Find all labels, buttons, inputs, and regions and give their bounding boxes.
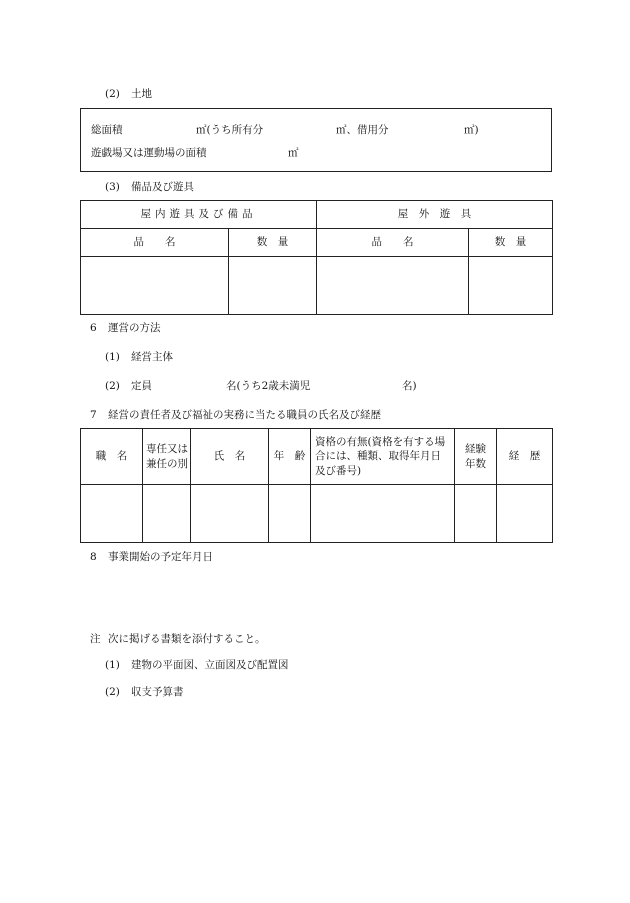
total-area-unit: ㎡(うち所有分 (196, 124, 264, 136)
experience-years-header: 経験年数 (455, 429, 497, 485)
career-header: 経 歴 (497, 429, 553, 485)
career-cell[interactable] (497, 485, 553, 543)
equipment-table (80, 200, 553, 315)
section-land-heading: (2) 土地 (105, 88, 152, 100)
name-cell[interactable] (191, 485, 269, 543)
indoor-equipment-header: 屋内遊具及び備品 (81, 201, 317, 229)
outdoor-name-header: 品 名 (317, 229, 469, 257)
outdoor-qty-header: 数 量 (469, 229, 553, 257)
total-area-label: 総面積 (91, 124, 123, 136)
age-header: 年 齢 (269, 429, 311, 485)
position-cell[interactable] (81, 485, 143, 543)
experience-years-cell[interactable] (455, 485, 497, 543)
staff-table (80, 428, 553, 543)
position-header: 職 名 (81, 429, 143, 485)
section-7-heading: 7 経営の責任者及び福祉の実務に当たる職員の氏名及び経歴 (90, 409, 381, 421)
land-area-box (80, 108, 552, 172)
note-heading: 注 次に掲げる書類を添付すること。 (90, 633, 266, 645)
outdoor-equipment-header: 屋 外 遊 具 (317, 201, 553, 229)
note-item-2: (2) 収支予算書 (105, 686, 184, 698)
capacity-under2-unit: 名) (402, 380, 417, 392)
qualification-header: 資格の有無(資格を有する場合には、種類、取得年月日及び番号) (311, 429, 455, 485)
section-8-heading: 8 事業開始の予定年月日 (90, 551, 213, 563)
section-6-2-heading: (2) 定員 (105, 380, 152, 392)
outdoor-name-cell[interactable] (317, 257, 469, 315)
note-item-1: (1) 建物の平面図、立面図及び配置図 (105, 659, 289, 671)
section-6-heading: 6 運営の方法 (90, 322, 161, 334)
fulltime-cell[interactable] (143, 485, 191, 543)
age-cell[interactable] (269, 485, 311, 543)
outdoor-qty-cell[interactable] (469, 257, 553, 315)
section-6-1-heading: (1) 経営主体 (105, 351, 173, 363)
section-equipment-heading: (3) 備品及び遊具 (105, 181, 194, 193)
indoor-qty-header: 数 量 (229, 229, 317, 257)
indoor-name-cell[interactable] (81, 257, 229, 315)
owned-area-unit: ㎡、借用分 (336, 124, 389, 136)
qualification-cell[interactable] (311, 485, 455, 543)
name-header: 氏 名 (191, 429, 269, 485)
leased-area-unit: ㎡) (464, 124, 479, 136)
indoor-qty-cell[interactable] (229, 257, 317, 315)
play-area-label: 遊戯場又は運動場の面積 (91, 147, 207, 159)
play-area-unit: ㎡ (288, 147, 299, 159)
capacity-unit: 名(うち2歳未満児 (226, 380, 311, 392)
indoor-name-header: 品 名 (81, 229, 229, 257)
fulltime-header: 専任又は兼任の別 (143, 429, 191, 485)
